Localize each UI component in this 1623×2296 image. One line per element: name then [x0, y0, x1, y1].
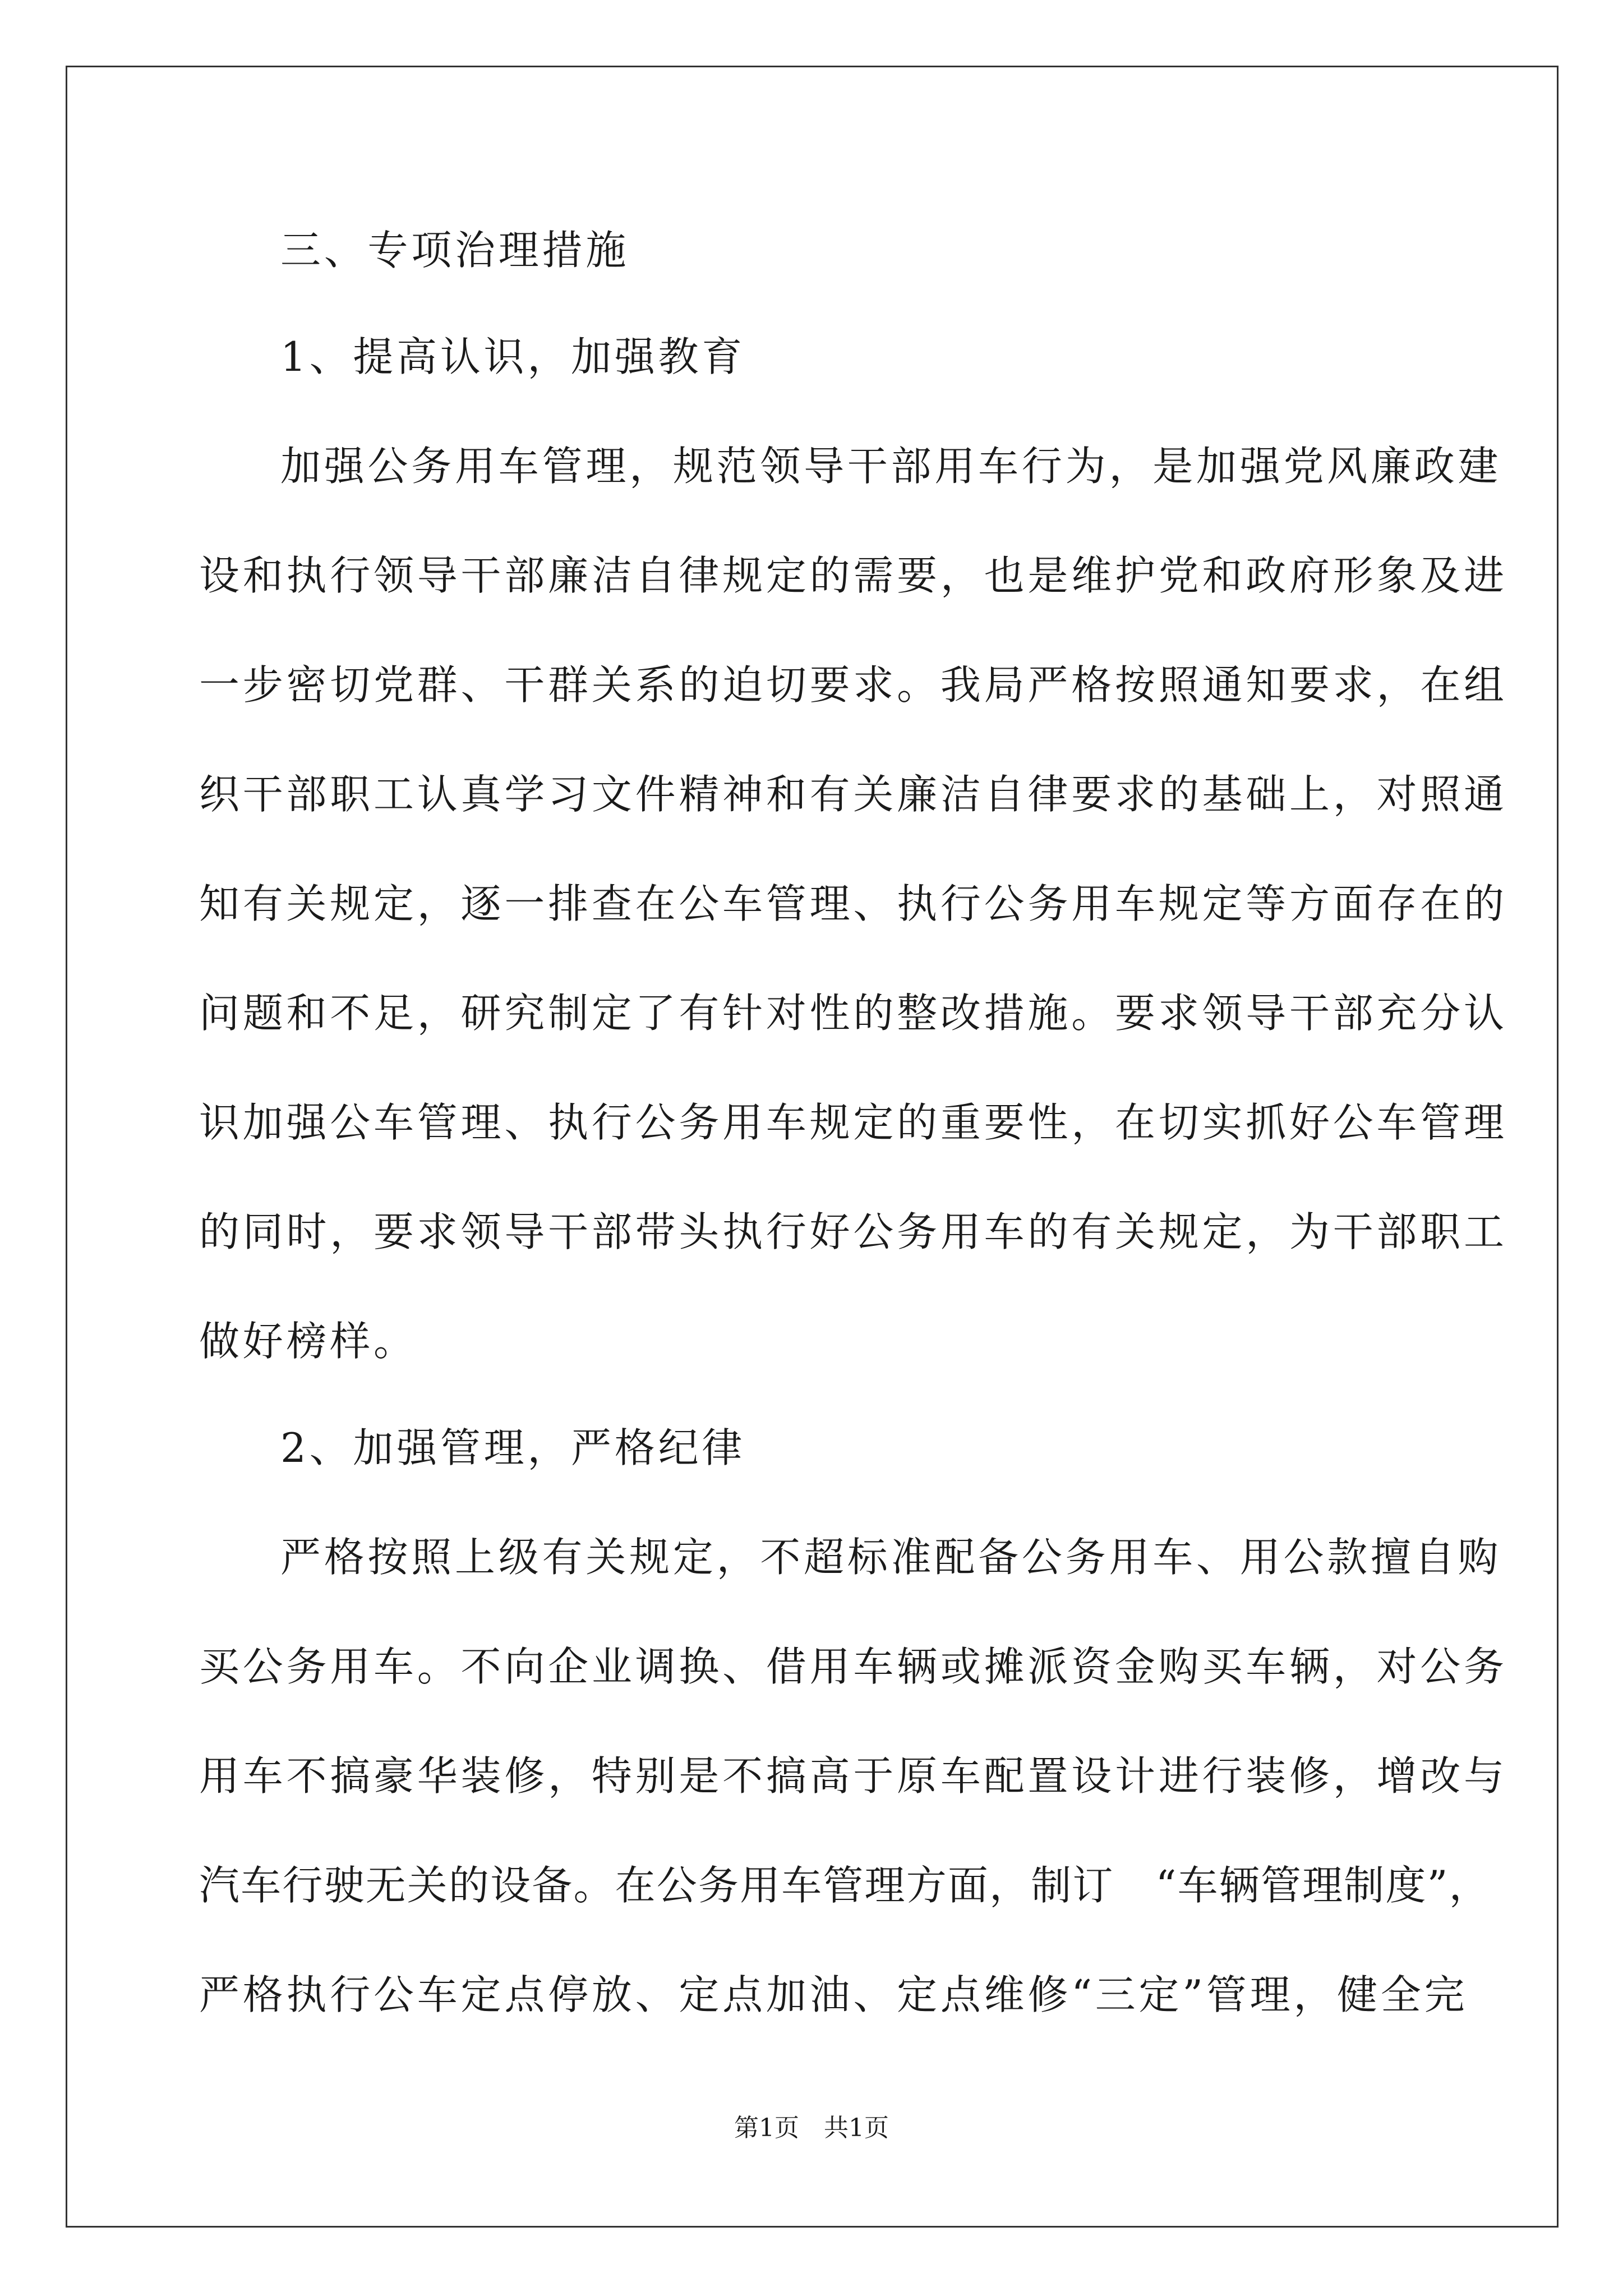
paragraph-line: 一步密切党群、干群关系的迫切要求。我局严格按照通知要求，在组 — [199, 661, 1507, 708]
paragraph-line: 用车不搞豪华装修，特别是不搞高于原车配置设计进行装修，增改与 — [199, 1752, 1507, 1800]
subsection-heading-1: 1、提高认识，加强教育 — [280, 333, 746, 380]
paragraph-line: 加强公务用车管理，规范领导干部用车行为，是加强党风廉政建 — [280, 443, 1502, 490]
paragraph-line: 买公务用车。不向企业调换、借用车辆或摊派资金购买车辆，对公务 — [199, 1643, 1507, 1690]
page-number-footer: 第1页 共1页 — [734, 2114, 889, 2142]
paragraph-line: 识加强公车管理、执行公务用车规定的重要性，在切实抓好公车管理 — [199, 1099, 1507, 1146]
subsection-heading-2: 2、加强管理，严格纪律 — [280, 1424, 746, 1471]
paragraph-line: 的同时，要求领导干部带头执行好公务用车的有关规定，为干部职工 — [199, 1208, 1507, 1255]
paragraph-line: 设和执行领导干部廉洁自律规定的需要，也是维护党和政府形象及进 — [199, 552, 1507, 599]
paragraph-line: 汽车行驶无关的设备。在公务用车管理方面，制订 “车辆管理制度”， — [199, 1862, 1491, 1909]
paragraph-line: 做好榜样。 — [199, 1318, 417, 1365]
paragraph-line: 织干部职工认真学习文件精神和有关廉洁自律要求的基础上，对照通 — [199, 771, 1507, 818]
paragraph-line: 问题和不足，研究制定了有针对性的整改措施。要求领导干部充分认 — [199, 990, 1507, 1037]
paragraph-line: 严格按照上级有关规定，不超标准配备公务用车、用公款擅自购 — [280, 1534, 1502, 1581]
paragraph-line: 知有关规定，逐一排查在公车管理、执行公务用车规定等方面存在的 — [199, 880, 1507, 927]
section-heading: 三、专项治理措施 — [280, 227, 630, 274]
paragraph-line: 严格执行公车定点停放、定点加油、定点维修“三定”管理，健全完 — [199, 1971, 1468, 2018]
